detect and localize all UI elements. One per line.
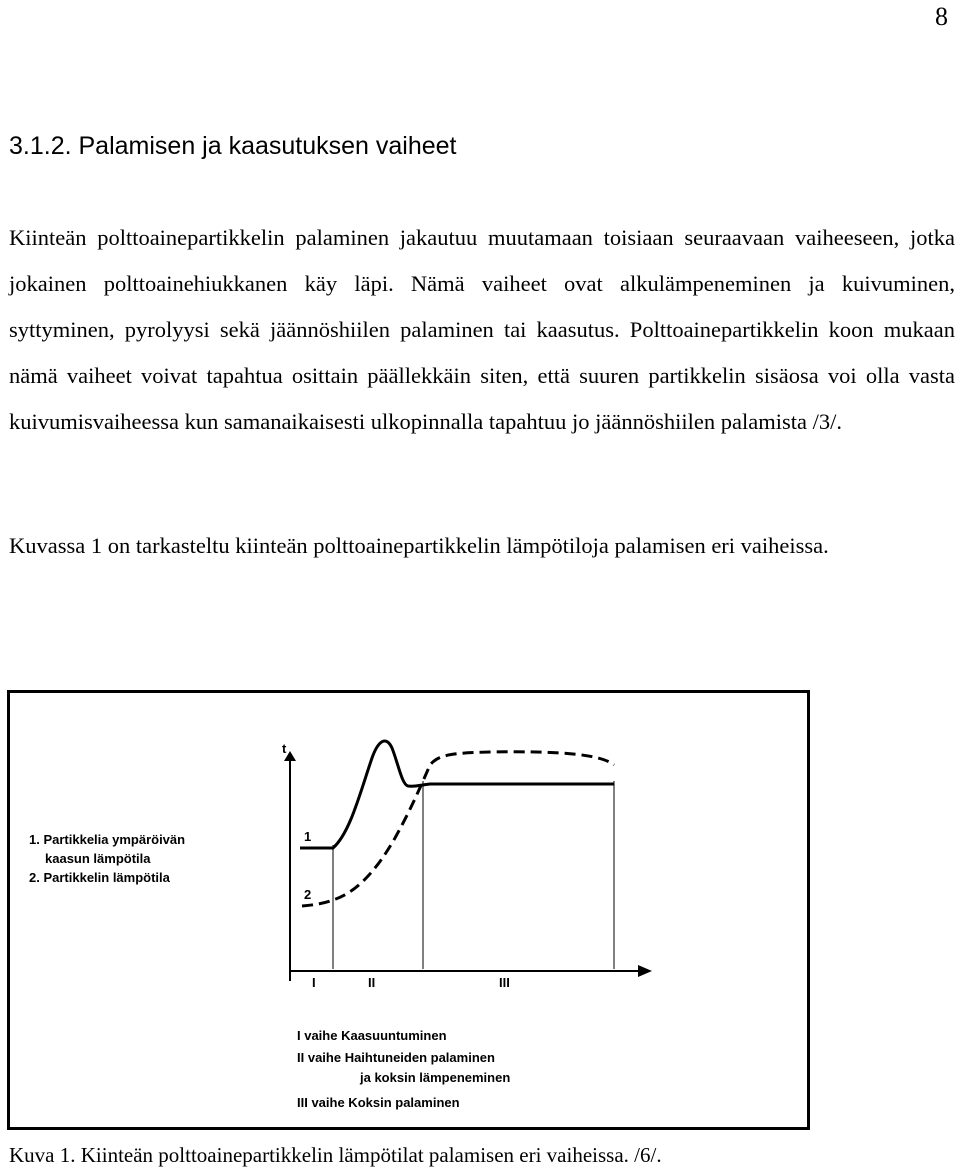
legend-line-2: kaasun lämpötila — [45, 851, 151, 866]
y-axis-label: t — [282, 741, 287, 756]
figure-1 — [7, 690, 810, 1130]
legend-line-3: 2. Partikkelin lämpötila — [29, 870, 170, 885]
temperature-diagram — [10, 693, 807, 1127]
x-axis-arrow — [638, 965, 652, 977]
curve-label-1: 1 — [304, 829, 312, 844]
section-heading: 3.1.2. Palamisen ja kaasutuksen vaiheet — [9, 132, 457, 160]
curve-gas-temperature — [300, 741, 614, 848]
phase-note-3: ja koksin lämpeneminen — [360, 1070, 511, 1085]
figure-caption: Kuva 1. Kiinteän polttoainepartikkelin lämpötilat palamisen eri vaiheissa. /6/. — [9, 1143, 662, 1167]
curve-particle-temperature — [302, 752, 614, 906]
body-paragraph-2: Kuvassa 1 on tarkasteltu kiinteän polttoainepartikkelin lämpötiloja palamisen eri vaiheissa. — [9, 533, 829, 558]
curve-label-2: 2 — [304, 887, 312, 902]
phase-note-2: II vaihe Haihtuneiden palaminen — [297, 1050, 495, 1065]
phase-note-4: III vaihe Koksin palaminen — [297, 1095, 460, 1110]
phase-label-1: I — [312, 975, 316, 990]
phase-label-3: III — [499, 975, 510, 990]
legend-line-1: 1. Partikkelia ympäröivän — [29, 832, 186, 847]
page-number: 8 — [935, 2, 948, 31]
phase-note-1: I vaihe Kaasuuntuminen — [297, 1028, 447, 1043]
phase-label-2: II — [368, 975, 376, 990]
body-paragraph-1: Kiinteän polttoainepartikkelin palaminen jakautuu muutamaan toisiaan seuraavaan vaiheeseen, jotka jokainen polttoainehiukkanen käy läpi. Nämä vaiheet ovat alkulämpeneminen ja kuivuminen, syttyminen, pyrolyysi sekä jäännöshiilen palaminen tai kaasutus. Polttoainepartikkelin koon mukaan nämä vaiheet voivat tapahtua osittain päällekkäin siten, että suuren partikkelin sisäosa voi olla vasta kuivumisvaiheessa kun samanaikaisesti ulkopinnalla tapahtuu jo jäännöshiilen palamista /3/. — [9, 225, 955, 434]
